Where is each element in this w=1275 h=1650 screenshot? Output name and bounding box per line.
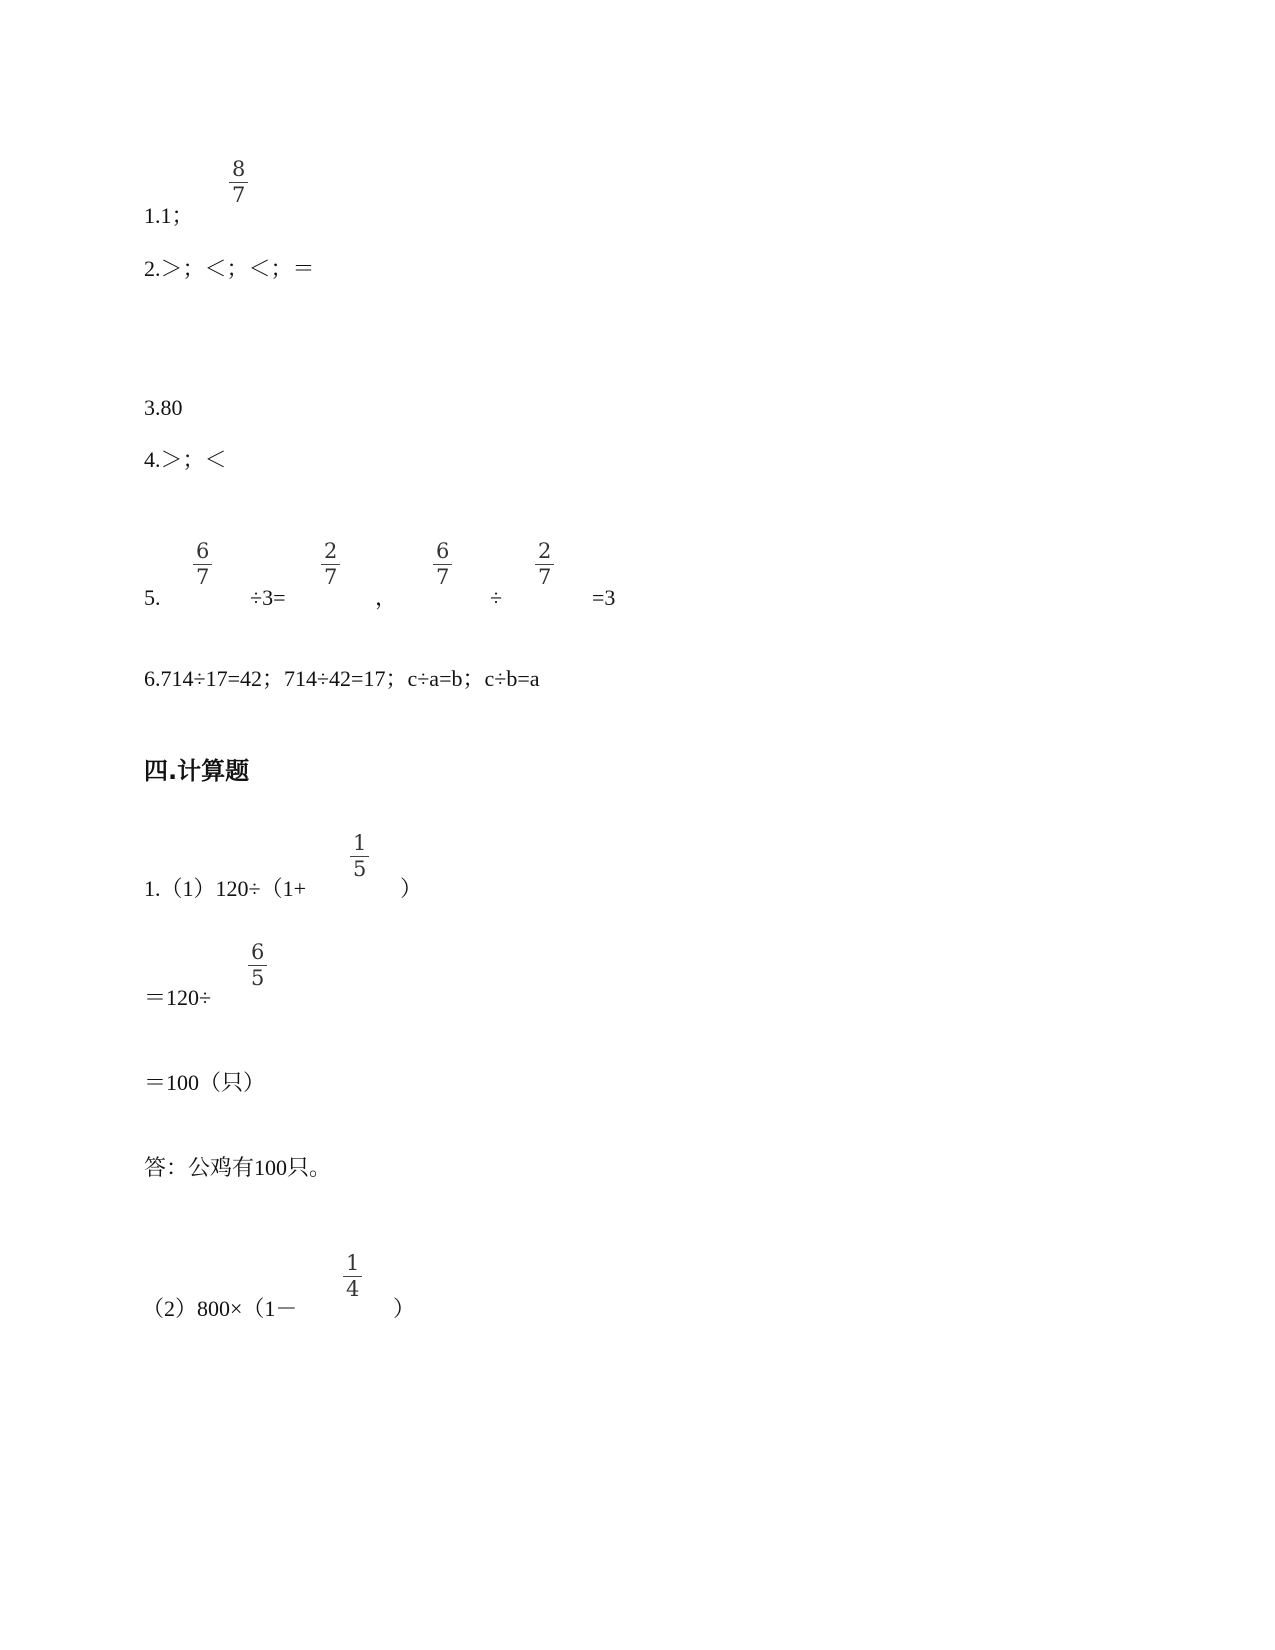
fraction-denominator: 7: [196, 565, 210, 589]
section-heading-calculation: 四.计算题: [144, 757, 250, 785]
fraction-numerator: 2: [538, 539, 552, 563]
answer-line-5-comma: ，: [375, 585, 398, 610]
fraction-denominator: 7: [232, 183, 246, 207]
calc-2-expression: （2）800×（1－: [142, 1296, 298, 1321]
fraction-denominator: 5: [251, 966, 265, 990]
fraction-numerator: 1: [346, 1251, 360, 1275]
fraction-denominator: 7: [324, 565, 338, 589]
fraction-denominator: 4: [346, 1277, 360, 1301]
fraction-6-5: [248, 941, 267, 989]
fraction-numerator: 6: [436, 539, 450, 563]
fraction-numerator: 6: [251, 940, 265, 964]
fraction-numerator: 1: [353, 831, 367, 855]
answer-line-5-equals-3: =3: [592, 585, 616, 610]
answer-line-4: 4.＞；＜: [144, 447, 227, 472]
fraction-6-7: [193, 540, 212, 588]
fraction-6-7-second: [433, 540, 452, 588]
calc-1-answer: 答：公鸡有100只。: [144, 1155, 332, 1180]
fraction-8-7: [229, 158, 248, 206]
answer-line-2: 2.＞；＜；＜；＝: [144, 256, 315, 281]
calc-1-expression: 1.（1）120÷（1+: [144, 876, 306, 901]
fraction-numerator: 6: [196, 539, 210, 563]
fraction-1-5: [350, 832, 369, 880]
answer-line-3: 3.80: [144, 395, 183, 420]
answer-line-6: 6.714÷17=42；714÷42=17；c÷a=b；c÷b=a: [144, 666, 540, 691]
calc-2-close-paren: ）: [393, 1296, 416, 1321]
fraction-numerator: 2: [324, 539, 338, 563]
fraction-1-4: [343, 1252, 362, 1300]
answer-line-1: 1.1；: [144, 203, 194, 228]
calc-1-step-3: ＝100（只）: [144, 1070, 266, 1095]
fraction-2-7-second: [535, 540, 554, 588]
calc-1-step-2: ＝120÷: [144, 985, 212, 1010]
answer-line-5-divide-3: ÷3=: [250, 585, 286, 610]
calc-1-close-paren: ）: [400, 876, 423, 901]
fraction-denominator: 7: [436, 565, 450, 589]
fraction-denominator: 5: [353, 857, 367, 881]
fraction-numerator: 8: [232, 157, 246, 181]
answer-line-5-divide: ÷: [490, 585, 503, 610]
fraction-denominator: 7: [538, 565, 552, 589]
answer-line-5-number: 5.: [144, 585, 161, 610]
fraction-2-7: [321, 540, 340, 588]
